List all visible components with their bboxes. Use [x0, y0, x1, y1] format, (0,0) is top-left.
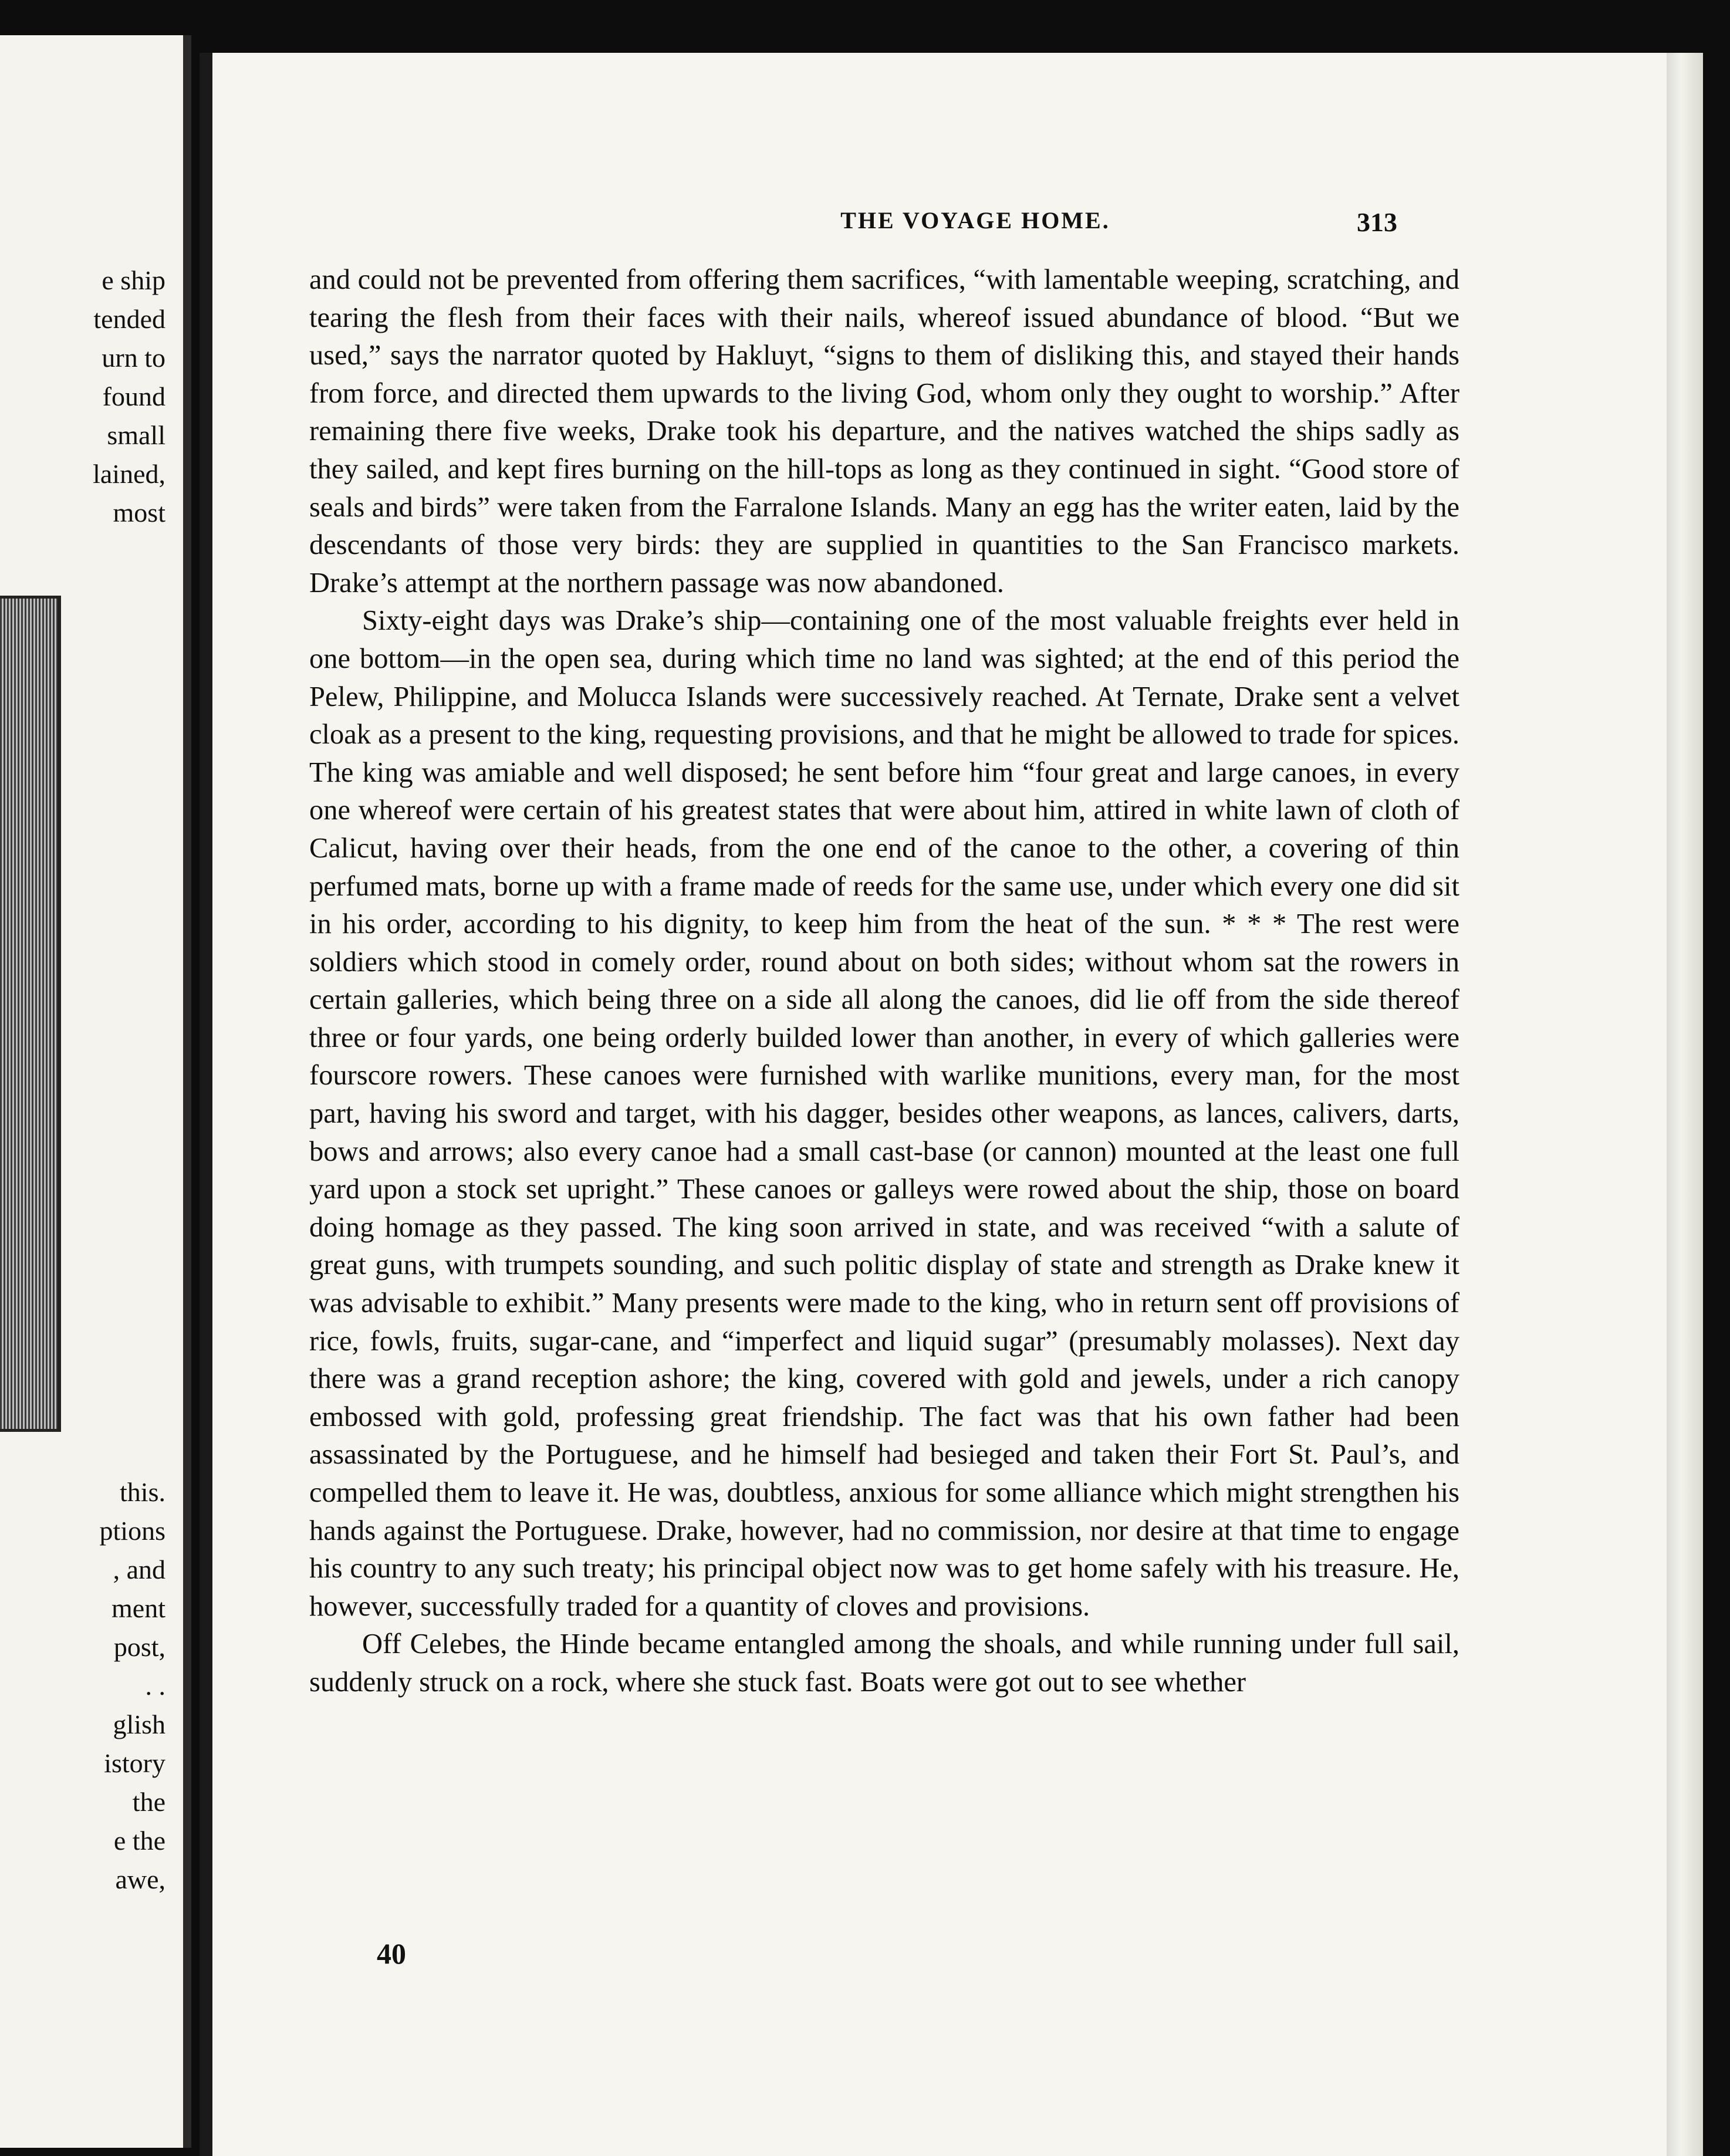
body-text — [309, 261, 1459, 1702]
left-fragment: post, — [113, 1632, 165, 1662]
left-fragment: awe, — [115, 1864, 165, 1894]
running-head: THE VOYAGE HOME. — [840, 207, 1110, 234]
left-fragment: found — [102, 381, 165, 411]
left-fragment: small — [107, 420, 165, 450]
left-fragment: the — [132, 1787, 165, 1817]
left-fragment: . . — [145, 1671, 165, 1701]
left-fragment: , and — [113, 1555, 165, 1584]
right-page — [200, 53, 1703, 2156]
page-edge — [1667, 53, 1703, 2156]
paragraph: and could not be prevented from offering them sacrifices, “with lamentable weeping, scratching, and tearing the flesh from their faces with their nails, whereof issued abundance of blood. “But we used,” says the narrator quoted by Hakluyt, “signs to them of disliking this, and stayed their hands from force, and directed them upwards to the living God, whom only they ought to worship.” After remaining there five weeks, Drake took his departure, and the natives watched the ships sadly as they sailed, and kept fires burning on the hill-tops as long as they continued in sight. “Good store of seals and birds” were taken from the Farralone Islands. Many an egg has the writer eaten, laid by the descendants of those very birds: they are supplied in quantities to the San Francisco markets. Drake’s attempt at the northern passage was now abandoned. — [309, 264, 1459, 599]
left-page — [0, 35, 191, 2148]
left-fragment: e ship — [102, 265, 165, 295]
left-fragment: glish — [113, 1709, 165, 1739]
signature-mark: 40 — [377, 1937, 406, 1970]
left-fragment: e the — [113, 1826, 165, 1856]
left-fragment: this. — [120, 1477, 165, 1507]
left-fragment: ment — [111, 1593, 165, 1623]
left-fragment: istory — [104, 1748, 165, 1778]
engraving-illustration — [0, 596, 61, 1432]
paragraph: Sixty-eight days was Drake’s ship—containing one of the most valuable freights ever held in one bottom—in the open sea, during which time no land was sighted; at the end of this period the Pelew, Philippine, and Molucca Islands were successively reached. At Ternate, Drake sent a velvet cloak as a present to the king, requesting provisions, and that he might be allowed to trade for spices. The king was amiable and well disposed; he sent before him “four great and large canoes, in every one whereof were certain of his greatest states that were about him, attired in white lawn of cloth of Calicut, having over their heads, from the one end of the canoe to the other, a covering of thin perfumed mats, borne up with a frame made of reeds for the same use, under which every one did sit in his order, according to his dignity, to keep him from the heat of the sun. * * * The rest were soldiers which stood in comely order, round about on both sides; without whom sat the rowers in certain galleries, which being three on a side all along the canoes, did lie off from the side thereof three or four yards, one being orderly builded lower than another, in every of which galleries were fourscore rowers. These canoes were furnished with warlike munitions, every man, for the most part, having his sword and target, with his dagger, besides other weapons, as lances, calivers, darts, bows and arrows; also every canoe had a small cast-base (or cannon) mounted at the least one full yard upon a stock set upright.” These canoes or galleys were rowed about the ship, those on board doing homage as they passed. The king soon arrived in state, and was received “with a salute of great guns, with trumpets sounding, and such politic display of state and strength as Drake knew it was advisable to exhibit.” Many presents were made to the king, who in return sent off provisions of rice, fowls, fruits, sugar-cane, and “imperfect and liquid sugar” (presumably molasses). Next day there was a grand reception ashore; the king, covered with gold and jewels, under a rich canopy embossed with gold, professing great friendship. The fact was that his own father had been assassinated by the Portuguese, and he himself had besieged and taken their Fort St. Paul’s, and compelled them to leave it. He was, doubtless, anxious for some alliance which might strengthen his hands against the Portuguese. Drake, however, had no commission, nor desire at that time to engage his country to any such treaty; his principal object now was to get home safely with his treasure. He, however, successfully traded for a quantity of cloves and provisions. — [309, 605, 1459, 1622]
paragraph: Off Celebes, the Hinde became entangled among the shoals, and while running under full sail, suddenly struck on a rock, where she stuck fast. Boats were got out to see whether — [309, 1628, 1459, 1698]
left-fragment: ptions — [99, 1516, 165, 1546]
left-fragment: lained, — [93, 459, 165, 489]
left-fragment: urn to — [102, 343, 165, 373]
page-number: 313 — [1357, 207, 1397, 237]
left-fragment: most — [113, 498, 165, 528]
left-fragment: tended — [93, 304, 165, 334]
